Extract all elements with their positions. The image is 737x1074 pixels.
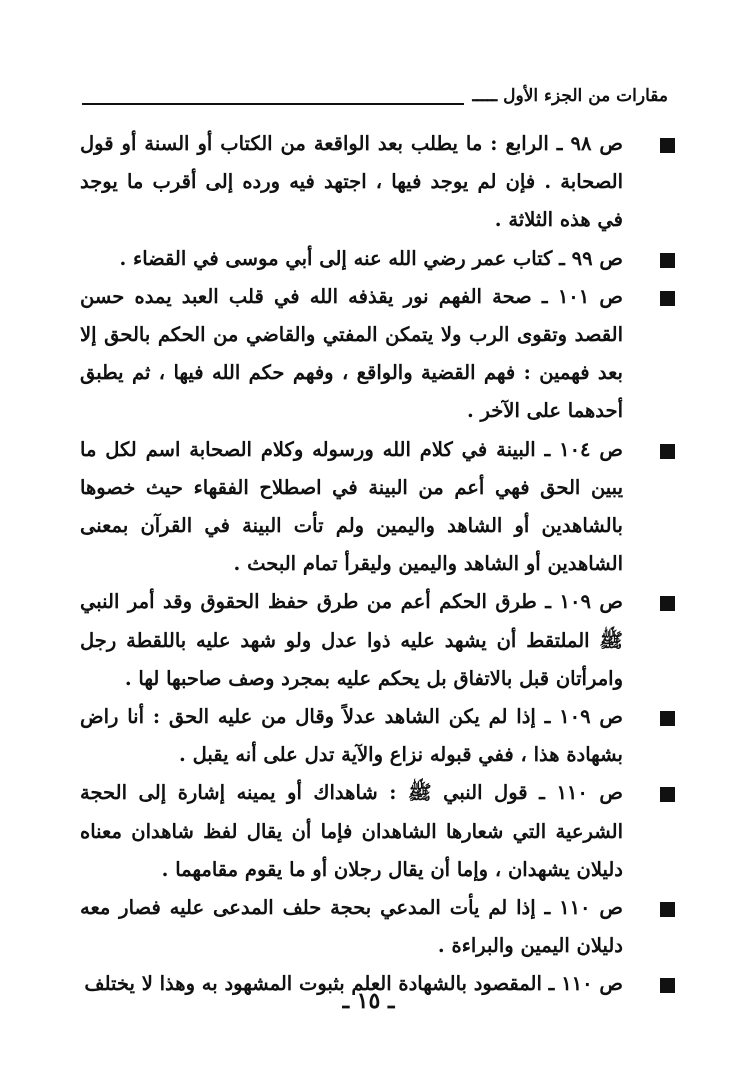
entry-text: ص ١١٠ ـ المقصود بالشهادة العلم بثبوت المشهود به وهذا لا يختلف [84,972,623,996]
square-bullet-icon [660,291,675,306]
square-bullet-icon [660,902,675,917]
entry-text: ص ٩٨ ـ الرابع : ما يطلب بعد الواقعة من الكتاب أو السنة أو قول الصحابة . فإن لم يوجد فيها ، اجتهد فيه ورده إلى أقرب ما يوجد في هذه الثلاثة . [80,132,623,232]
square-bullet-icon [660,444,675,459]
entry-list [80,125,675,1004]
square-bullet-icon [660,596,675,611]
running-header [82,86,668,108]
list-item [80,431,675,584]
square-bullet-icon [660,711,675,726]
square-bullet-icon [660,787,675,802]
list-item [80,278,675,431]
list-item [80,583,675,698]
list-item [80,698,675,774]
entry-text: ص ٩٩ ـ كتاب عمر رضي الله عنه إلى أبي موسى في القضاء . [119,246,623,270]
entry-text: ص ١٠٩ ـ طرق الحكم أعم من طرق حفظ الحقوق وقد أمر النبي ﷺ الملتقط أن يشهد عليه ذوا عدل ولو شهد عليه باللقطة رجل وامرأتان قبل بالاتفاق بل يحكم عليه بمجرد وصف صاحبها لها . [80,590,623,690]
square-bullet-icon [660,253,675,268]
list-item [80,240,675,278]
header-title: مقارات من الجزء الأول ـــــ [464,86,668,106]
page-number: ـ ١٥ ـ [342,988,395,1014]
entry-text: ص ١١٠ ـ إذا لم يأت المدعي بحجة حلف المدعى عليه فصار معه دليلان اليمين والبراءة . [80,896,623,958]
square-bullet-icon [660,138,675,153]
entry-text: ص ١٠٩ ـ إذا لم يكن الشاهد عدلاً وقال من عليه الحق : أنا راض بشهادة هذا ، ففي قبوله نزاع والآية تدل على أنه يقبل . [80,705,623,767]
list-item [80,125,675,240]
entry-text: ص ١١٠ ـ قول النبي ﷺ : شاهداك أو يمينه إشارة إلى الحجة الشرعية التي شعارها الشاهدان فإما أن يقال لفظ شاهدان معناه دليلان يشهدان ، وإما أن يقال رجلان أو ما يقوم مقامهما . [80,781,623,881]
entry-text: ص ١٠١ ـ صحة الفهم نور يقذفه الله في قلب العبد يمده حسن القصد وتقوى الرب ولا يتمكن المفتي والقاضي من الحكم بالحق إلا بعد فهمين : فهم القضية والواقع ، وفهم حكم الله فيها ، ثم يطبق أحدهما على الآخر . [80,284,623,423]
entry-text: ص ١٠٤ ـ البينة في كلام الله ورسوله وكلام الصحابة اسم لكل ما يبين الحق فهي أعم من البينة في اصطلاح الفقهاء حيث خصوها بالشاهدين أو الشاهد واليمين ولم تأت البينة في القرآن بمعنى الشاهدين أو الشاهد واليمين وليقرأ تمام البحث . [80,437,623,576]
list-item [80,774,675,889]
list-item [80,889,675,965]
